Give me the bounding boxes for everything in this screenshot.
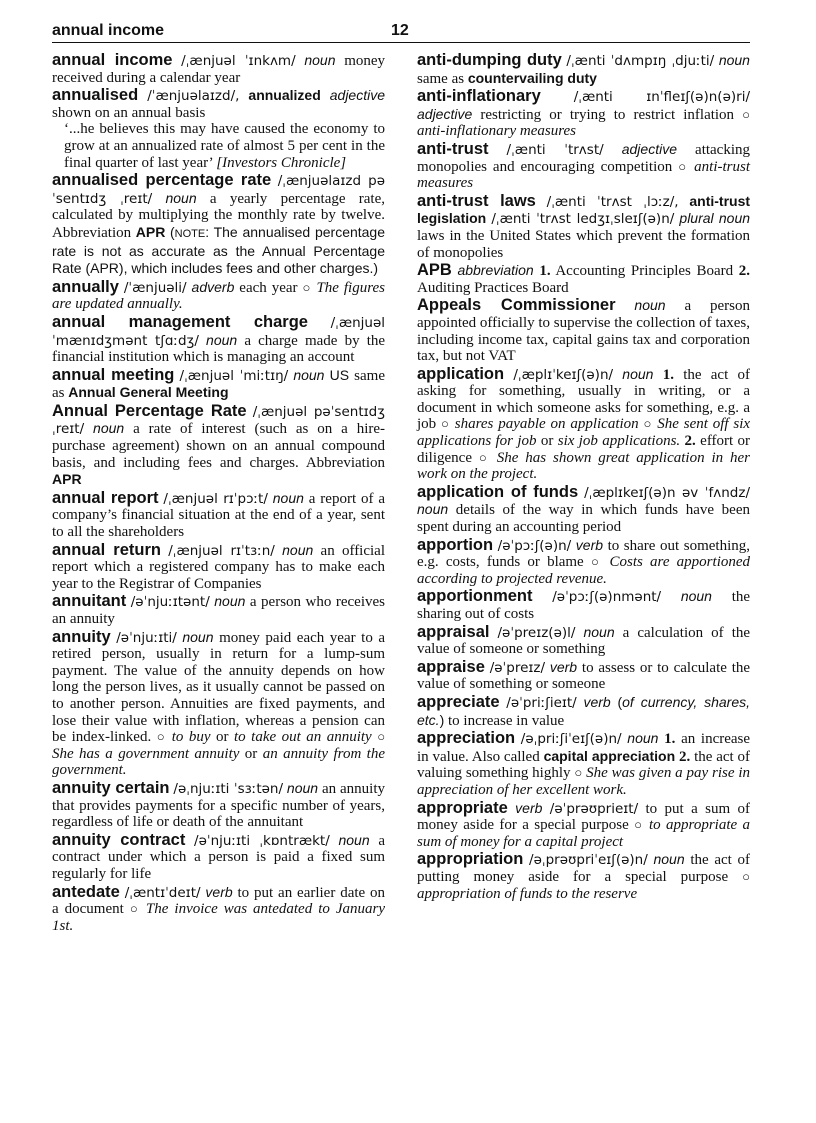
pronunciation: /əˌpriːʃiˈeɪʃ(ə)n/ bbox=[520, 731, 622, 748]
definition: restricting or trying to restrict inflation bbox=[480, 106, 735, 123]
part-of-speech: plural noun bbox=[679, 210, 751, 227]
pronunciation: /əˈpɔːʃ(ə)nmənt/ bbox=[552, 589, 662, 606]
entry-annualised bbox=[52, 87, 385, 171]
conjunction: or bbox=[216, 729, 229, 746]
headword: anti-trust bbox=[417, 139, 489, 158]
cross-reference: capital appreciation bbox=[543, 747, 676, 764]
pronunciation: /ˌænti ˈtrʌst ˌlɔːz/, bbox=[546, 193, 679, 210]
headword: annualised bbox=[52, 86, 139, 105]
pronunciation: /əˈpreɪz/ bbox=[489, 659, 546, 676]
part-of-speech: noun bbox=[272, 489, 304, 506]
entry-appraise bbox=[417, 659, 750, 693]
pronunciation: /ˌæntɪˈdeɪt/ bbox=[124, 884, 201, 901]
pronunciation: /ˌænti ˈdʌmpɪŋ ˌdjuːti/ bbox=[566, 53, 715, 69]
part-of-speech: noun bbox=[653, 851, 685, 868]
part-of-speech: noun bbox=[338, 831, 370, 848]
example-separator-icon: ○ bbox=[590, 554, 603, 570]
definition: same as bbox=[52, 367, 385, 402]
entry-anti-inflationary bbox=[417, 88, 750, 140]
part-of-speech: noun bbox=[182, 628, 214, 645]
definition: attacking monopolies and encouraging competition bbox=[417, 141, 751, 175]
entry-appropriate bbox=[417, 800, 750, 851]
abbreviation: APR bbox=[52, 471, 82, 488]
example: She sent off six applications for job bbox=[417, 416, 751, 450]
entry-annuity-contract bbox=[52, 832, 385, 883]
running-head: annual income bbox=[52, 22, 165, 39]
definition: money received during a calendar year bbox=[52, 53, 386, 86]
headword: apportion bbox=[417, 535, 494, 554]
region-label: US bbox=[329, 366, 350, 383]
part-of-speech: noun bbox=[583, 623, 615, 640]
sense-number: 2. bbox=[678, 748, 691, 765]
headword: annual management charge bbox=[52, 312, 308, 331]
example: She has a government annuity bbox=[52, 745, 240, 762]
usage-note: (NOTE: The annualised percentage rate is not as accurate as the Annual Percentage Rate (APR), which includes fees and other charges.) bbox=[52, 223, 386, 277]
headword: anti-trust laws bbox=[417, 191, 536, 210]
entry-annual-management-charge bbox=[52, 314, 385, 366]
pronunciation: /ˌænjuəlaɪzd pəˈsentɪdʒ ˌreɪt/ bbox=[52, 173, 386, 207]
headword: appropriate bbox=[417, 798, 508, 817]
part-of-speech: verb bbox=[583, 693, 611, 710]
headword: antedate bbox=[52, 882, 120, 901]
part-of-speech: noun bbox=[718, 52, 750, 68]
headword: appreciation bbox=[417, 729, 516, 748]
headword: APB bbox=[417, 261, 452, 280]
headword: anti-inflationary bbox=[417, 87, 541, 106]
example-separator-icon: ○ bbox=[478, 449, 490, 465]
part-of-speech: adjective bbox=[621, 140, 677, 157]
alternative-spelling: annualized bbox=[248, 87, 321, 104]
entry-antedate bbox=[52, 884, 385, 935]
part-of-speech: noun bbox=[417, 501, 449, 518]
headword: annually bbox=[52, 277, 119, 296]
headword: annualised percentage rate bbox=[52, 171, 272, 190]
pronunciation: /əˈpreɪz(ə)l/ bbox=[497, 624, 576, 641]
definition: the act of asking for something, usually in writing, or a document in which someone asks for something, e.g. a job bbox=[417, 366, 751, 433]
part-of-speech: verb bbox=[205, 883, 233, 900]
sense: Auditing Practices Board bbox=[417, 279, 569, 296]
entry-anti-trust bbox=[417, 141, 750, 192]
entry-appreciate bbox=[417, 694, 750, 729]
entry-annual-meeting bbox=[52, 367, 385, 402]
example: anti-trust measures bbox=[417, 158, 751, 192]
example: six job applications. bbox=[557, 433, 681, 450]
pronunciation: /əˌnjuːɪti ˈsɜːtən/ bbox=[173, 780, 284, 797]
example: She was given a pay rise in appreciation of her excellent work. bbox=[417, 765, 751, 798]
entry-annuitant bbox=[52, 593, 385, 627]
sense-number: 1. bbox=[539, 263, 551, 280]
example-separator-icon: ○ bbox=[634, 817, 644, 833]
pronunciation: /əˌprəʊpriˈeɪʃ(ə)n/ bbox=[529, 852, 648, 869]
headword: annual report bbox=[52, 488, 159, 507]
entry-annuity-certain bbox=[52, 780, 385, 831]
definition: effort or diligence bbox=[417, 433, 751, 466]
pronunciation: /ˌæplɪˈkeɪʃ(ə)n/ bbox=[513, 366, 614, 383]
entry-annual-percentage-rate bbox=[52, 403, 385, 489]
entry-annualised-percentage-rate bbox=[52, 172, 385, 278]
example: to take out an annuity bbox=[234, 729, 372, 746]
pronunciation: /ˌænti ˈtrʌst/ bbox=[506, 141, 604, 158]
definition: same as bbox=[417, 70, 465, 87]
entry-annual-return bbox=[52, 542, 385, 593]
part-of-speech: noun bbox=[634, 297, 666, 314]
sense-number: 1. bbox=[664, 731, 676, 748]
part-of-speech: noun bbox=[622, 365, 654, 382]
example: The figures are updated annually. bbox=[52, 279, 385, 313]
headword: annuitant bbox=[52, 592, 127, 611]
note-label: NOTE bbox=[174, 227, 206, 240]
example-separator-icon: ○ bbox=[643, 416, 653, 432]
example: an annuity from the government. bbox=[52, 745, 385, 779]
pronunciation: /əˈpɔːʃ(ə)n/ bbox=[497, 537, 572, 554]
example: anti-inflationary measures bbox=[417, 123, 577, 140]
quote-source: [Investors Chronicle] bbox=[216, 154, 347, 171]
sense: Accounting Principles Board bbox=[555, 263, 734, 280]
part-of-speech: noun bbox=[165, 189, 197, 206]
pronunciation: /ˌænti ɪnˈfleɪʃ(ə)n(ə)ri/ bbox=[573, 89, 750, 106]
part-of-speech: noun bbox=[304, 52, 336, 68]
definition: to share out something, e.g. costs, funds or blame bbox=[417, 537, 750, 571]
part-of-speech: verb bbox=[515, 799, 543, 816]
pronunciation: /ˌænjuəl ˈɪnkʌm/ bbox=[181, 53, 296, 69]
headword: appraise bbox=[417, 657, 485, 676]
example-separator-icon: ○ bbox=[156, 729, 167, 745]
part-of-speech: noun bbox=[293, 366, 325, 383]
entry-appreciation bbox=[417, 730, 750, 798]
example: appropriation of funds to the reserve bbox=[417, 885, 638, 902]
note-text: : The annualised percentage rate is not as accurate as the Annual Percentage Rate (APR), which includes fees and other charges.) bbox=[52, 223, 386, 277]
pronunciation: /ˌænjuəl ˈmænɪdʒmənt tʃɑːdʒ/ bbox=[52, 314, 385, 349]
definition: a person appointed officially to supervise the collection of taxes, including income tax, capital gains tax and corporation tax, but not VAT bbox=[417, 298, 751, 365]
part-of-speech: verb bbox=[549, 658, 578, 675]
definition: a yearly percentage rate, calculated by multiplying the monthly rate by twelve. Abbreviation bbox=[52, 190, 386, 241]
example-separator-icon: ○ bbox=[377, 729, 386, 745]
pronunciation: /ˌænti ˈtrʌst ledʒɪˌsleɪʃ(ə)n/ bbox=[491, 211, 675, 228]
entry-appropriation bbox=[417, 851, 750, 902]
definition: a rate of interest (such as on a hire-purchase agreement) shown on an annual compound basis, and including fees and charges. Abbreviation bbox=[52, 421, 386, 471]
entry-annual-report bbox=[52, 490, 385, 541]
part-of-speech: noun bbox=[93, 420, 125, 437]
conjunction: or bbox=[540, 433, 554, 450]
entry-appraisal bbox=[417, 624, 750, 658]
part-of-speech: abbreviation bbox=[457, 262, 534, 279]
page-header bbox=[52, 22, 750, 43]
page-number: 12 bbox=[391, 22, 409, 39]
definition: each year bbox=[239, 279, 298, 296]
example-separator-icon: ○ bbox=[678, 158, 689, 174]
definition: an increase in value. Also called bbox=[417, 731, 751, 765]
headword: application of funds bbox=[417, 482, 579, 501]
headword: annual meeting bbox=[52, 365, 175, 384]
definition: a charge made by the financial institution which is managing an account bbox=[52, 332, 386, 366]
pronunciation: /əˈnjuːɪtənt/ bbox=[130, 594, 210, 611]
definition: details of the way in which funds have been spent during an accounting period bbox=[417, 502, 750, 536]
part-of-speech: adjective bbox=[417, 105, 473, 122]
part-of-speech: adverb bbox=[191, 278, 235, 295]
entry-apportion bbox=[417, 537, 750, 588]
abbreviation: APR bbox=[135, 223, 166, 240]
entry-apb bbox=[417, 262, 750, 296]
definition: to put a sum of money aside for a special purpose bbox=[417, 800, 750, 834]
definition: to increase in value bbox=[448, 712, 565, 729]
pronunciation: /ˈænjuəli/ bbox=[123, 279, 187, 296]
entry-appeals-commissioner bbox=[417, 297, 750, 364]
entry-apportionment bbox=[417, 588, 750, 622]
example-separator-icon: ○ bbox=[742, 868, 751, 884]
definition: an official report which a registered company has to make each year to the Registrar of Companies bbox=[52, 542, 386, 592]
dictionary-page bbox=[52, 22, 751, 934]
example-separator-icon: ○ bbox=[302, 279, 312, 295]
part-of-speech: verb bbox=[575, 536, 604, 553]
pronunciation: /əˈprəʊprieɪt/ bbox=[549, 800, 639, 817]
definition: a contract under which a person is paid a fixed sum regularly for life bbox=[52, 832, 386, 882]
definition: an annuity that provides payments for a specific number of years, regardless of life or death of the annuitant bbox=[52, 780, 386, 831]
example: She has shown great application in her work on the project. bbox=[417, 449, 751, 483]
entry-application-of-funds bbox=[417, 484, 750, 536]
sense-qualifier: (of currency, shares, etc.) bbox=[417, 693, 751, 728]
example: shares payable on application bbox=[454, 416, 639, 433]
definition: laws in the United States which prevent the formation of monopolies bbox=[417, 227, 750, 261]
example: to buy bbox=[171, 729, 211, 746]
example-separator-icon: ○ bbox=[742, 106, 751, 122]
pronunciation: /ˌæplɪkeɪʃ(ə)n əv ˈfʌndz/ bbox=[584, 484, 750, 501]
definition: the sharing out of costs bbox=[417, 589, 751, 622]
sense-number: 2. bbox=[738, 263, 750, 280]
pronunciation: /əˈnjuːɪti/ bbox=[116, 629, 177, 646]
sense-number: 2. bbox=[684, 433, 696, 450]
definition: the act of valuing something highly bbox=[417, 748, 751, 782]
right-column bbox=[417, 52, 750, 902]
quote-text: ‘...he believes this may have caused the economy to grow at an annualized rate of almost 5 per cent in the final quarter of last year’ bbox=[64, 121, 385, 171]
example: Costs are apportioned according to projected revenue. bbox=[417, 554, 751, 587]
pronunciation: /ˌænjuəl pəˈsentɪdʒ ˌreɪt/ bbox=[52, 403, 386, 438]
cross-reference: Annual General Meeting bbox=[68, 384, 229, 401]
pronunciation: /əˈnjuːɪti ˌkɒntrækt/ bbox=[194, 832, 330, 849]
headword: annuity contract bbox=[52, 830, 186, 849]
part-of-speech: noun bbox=[286, 779, 319, 796]
example-separator-icon: ○ bbox=[441, 416, 450, 432]
entry-anti-dumping-duty bbox=[417, 52, 750, 87]
cross-reference: countervailing duty bbox=[467, 69, 597, 86]
entry-application bbox=[417, 366, 750, 483]
headword: Annual Percentage Rate bbox=[52, 401, 247, 420]
left-column bbox=[52, 52, 385, 934]
part-of-speech: noun bbox=[282, 541, 314, 558]
part-of-speech: noun bbox=[627, 730, 659, 747]
definition: shown on an annual basis bbox=[52, 104, 206, 121]
example: The invoice was antedated to January 1st. bbox=[52, 901, 386, 934]
conjunction: or bbox=[244, 745, 258, 762]
example-separator-icon: ○ bbox=[574, 765, 583, 781]
definition: to assess or to calculate the value of something or someone bbox=[417, 659, 751, 693]
headword: annual return bbox=[52, 540, 161, 559]
headword: appropriation bbox=[417, 850, 524, 869]
alternative-headword: anti-trust legislation bbox=[417, 192, 751, 227]
headword: application bbox=[417, 364, 505, 383]
definition: to put an earlier date on a document bbox=[52, 884, 386, 918]
sense-number: 1. bbox=[662, 366, 674, 383]
definition: the act of putting money aside for a special purpose bbox=[417, 852, 751, 885]
entry-annual-income bbox=[52, 52, 385, 86]
headword: anti-dumping duty bbox=[417, 51, 562, 69]
definition: money paid each year to a retired person, usually in return for a lump-sum payment. The value of the annuity depends on how long the person lives, as it usually cannot be passed on to another person. Annuities are fixed payments, and lose their value with inflation, whereas a pension can be index-linked. bbox=[52, 629, 386, 746]
headword: Appeals Commissioner bbox=[417, 296, 616, 315]
example: to appropriate a sum of money for a capital project bbox=[417, 817, 751, 850]
headword: annuity certain bbox=[52, 778, 170, 797]
pronunciation: /əˈpriːʃieɪt/ bbox=[506, 694, 577, 711]
headword: appreciate bbox=[417, 692, 500, 711]
definition: a calculation of the value of someone or something bbox=[417, 624, 751, 658]
pronunciation: /ˌænjuəl rɪˈtɜːn/ bbox=[168, 542, 275, 559]
example-separator-icon: ○ bbox=[129, 901, 140, 917]
headword: annual income bbox=[52, 51, 173, 69]
part-of-speech: noun bbox=[206, 331, 238, 348]
pronunciation: /ˌænjuəl ˈmiːtɪŋ/ bbox=[179, 367, 289, 384]
pronunciation: /ˈænjuəlaɪzd/, bbox=[147, 88, 240, 105]
headword: annuity bbox=[52, 627, 111, 646]
headword: apportionment bbox=[417, 587, 533, 606]
part-of-speech: adjective bbox=[329, 87, 386, 104]
part-of-speech: noun bbox=[680, 588, 712, 605]
definition: a person who receives an annuity bbox=[52, 594, 386, 627]
entry-anti-trust-laws bbox=[417, 193, 750, 261]
entry-annually bbox=[52, 279, 385, 313]
definition: a report of a company’s financial situation at the end of a year, sent to all the shareholders bbox=[52, 490, 385, 541]
citation-quote bbox=[64, 121, 385, 171]
part-of-speech: noun bbox=[214, 593, 246, 610]
headword: appraisal bbox=[417, 622, 490, 641]
entry-annuity bbox=[52, 629, 385, 779]
pronunciation: /ˌænjuəl rɪˈpɔːt/ bbox=[163, 490, 268, 507]
